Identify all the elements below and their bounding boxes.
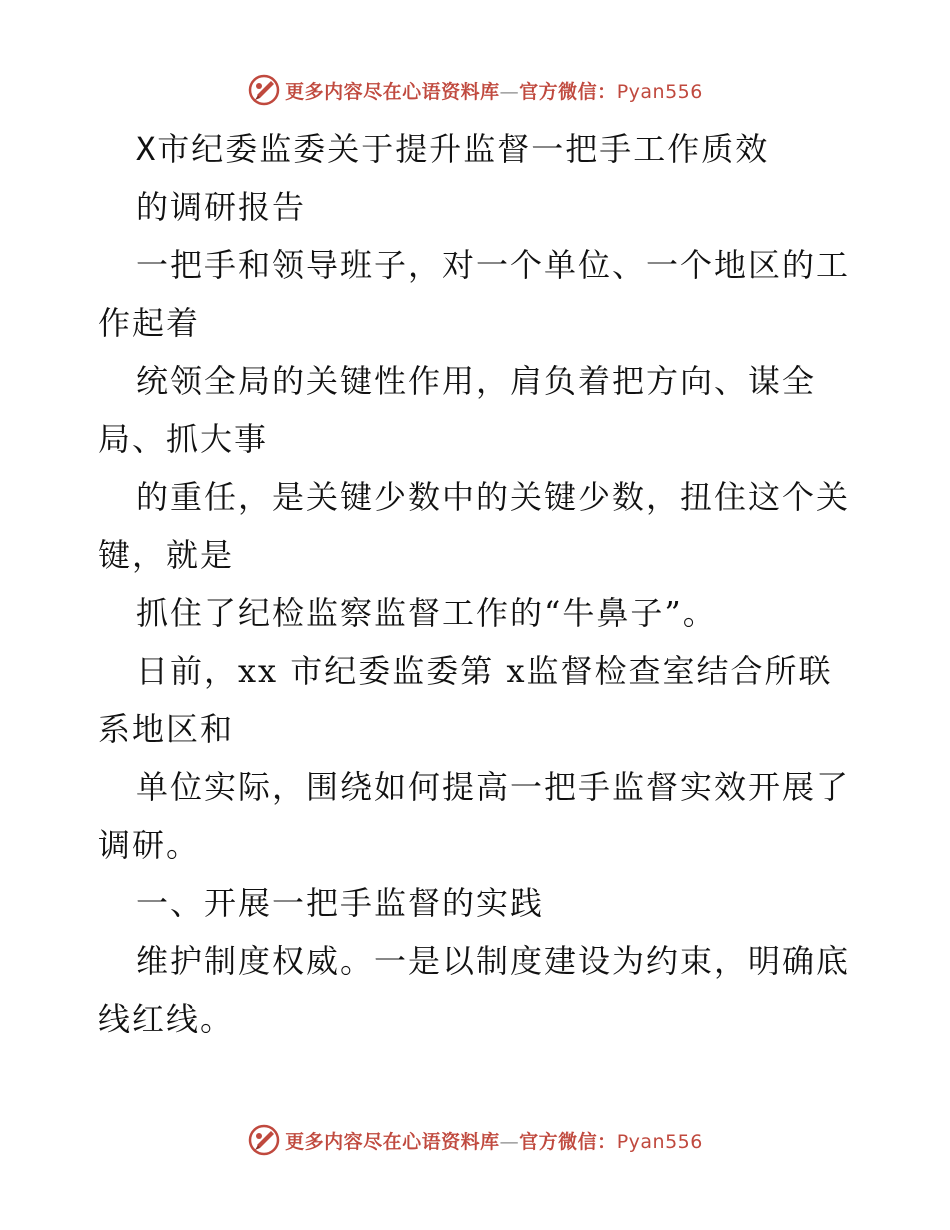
paragraph-line: 系地区和 bbox=[98, 710, 235, 748]
paragraph-line: 单位实际，围绕如何提高一把手监督实效开展了 bbox=[136, 768, 851, 806]
paragraph-line: 的重任，是关键少数中的关键少数，扭住这个关 bbox=[136, 478, 851, 516]
paragraph-line: 键，就是 bbox=[98, 536, 235, 574]
wechat-id: Pyan556 bbox=[616, 1130, 703, 1153]
paragraph-line: 作起着 bbox=[98, 304, 201, 342]
header-watermark bbox=[0, 70, 950, 110]
brand-logo-icon bbox=[247, 73, 281, 107]
paragraph-line: 抓住了纪检监察监督工作的“牛鼻子”。 bbox=[136, 594, 717, 632]
watermark-text: 更多内容尽在心语资料库—官方微信：Pyan556 bbox=[285, 80, 703, 103]
document-title: X市纪委监委关于提升监督一把手工作质效 bbox=[136, 130, 770, 168]
brand-logo-icon bbox=[247, 1123, 281, 1157]
paragraph-line: 统领全局的关键性作用，肩负着把方向、谋全 bbox=[136, 362, 817, 400]
paragraph-line: 线红线。 bbox=[98, 1000, 235, 1038]
document-body bbox=[98, 120, 858, 1048]
paragraph-line: 局、抓大事 bbox=[98, 420, 269, 458]
wechat-id: Pyan556 bbox=[616, 80, 703, 103]
paragraph-line: 调研。 bbox=[98, 826, 201, 864]
watermark-text: 更多内容尽在心语资料库—官方微信：Pyan556 bbox=[285, 1130, 703, 1153]
footer-watermark bbox=[0, 1120, 950, 1160]
document-title-cont: 的调研报告 bbox=[136, 188, 307, 226]
paragraph-line: 日前，xx 市纪委监委第 x监督检查室结合所联 bbox=[136, 652, 833, 690]
paragraph-line: 维护制度权威。一是以制度建设为约束，明确底 bbox=[136, 942, 851, 980]
section-heading: 一、开展一把手监督的实践 bbox=[136, 884, 545, 922]
paragraph-line: 一把手和领导班子，对一个单位、一个地区的工 bbox=[136, 246, 851, 284]
